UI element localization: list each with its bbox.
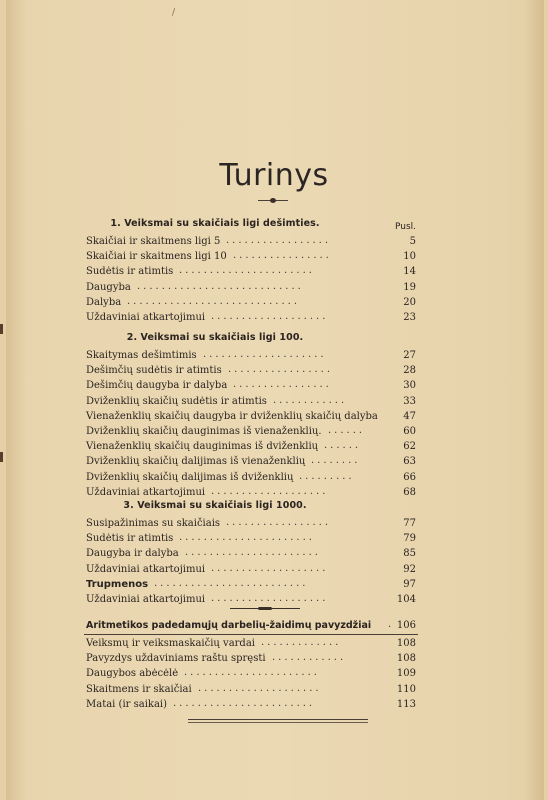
toc-entry-label: Skaičiai ir skaitmens ligi 5 bbox=[86, 236, 221, 247]
dot-leader: ................... bbox=[211, 311, 329, 322]
toc-entry-page: 113 bbox=[396, 698, 416, 710]
toc-entry-page: 47 bbox=[403, 410, 416, 422]
toc-entry-label: Susipažinimas su skaičiais bbox=[86, 518, 221, 529]
toc-entry-label: Matai (ir saikai) bbox=[86, 698, 168, 710]
toc-entry-label: Dviženklių skaičių dalijimas iš dviženklių bbox=[86, 471, 294, 483]
toc-entry-label: Veiksmų ir veiksmaskaičių vardai bbox=[86, 638, 255, 649]
toc-entry-label: Trupmenos bbox=[86, 578, 149, 590]
toc-entry-label: Dalyba bbox=[86, 296, 122, 308]
toc-entry-label: Daugyba bbox=[86, 281, 131, 293]
toc-entry bbox=[86, 350, 416, 365]
toc-entry-label: Dviženklių skaičių sudėtis ir atimtis bbox=[86, 395, 267, 407]
toc-entry bbox=[86, 548, 416, 563]
dot-leader: ............ bbox=[272, 652, 347, 664]
dot-leader: ........................... bbox=[137, 280, 304, 292]
toc-entry-page: 62 bbox=[403, 441, 416, 453]
toc-entry bbox=[86, 251, 416, 266]
toc-entry-page: 14 bbox=[403, 266, 416, 278]
dot-leader: ...................... bbox=[179, 265, 315, 277]
dot-leader: .................... bbox=[203, 349, 327, 360]
toc-entry-label: Uždaviniai atkartojimui bbox=[86, 486, 206, 498]
toc-entry-page: 33 bbox=[403, 395, 416, 407]
toc-entry-page: 66 bbox=[403, 471, 416, 483]
toc-entry bbox=[86, 365, 416, 380]
dot-leader: ...................... bbox=[184, 667, 320, 679]
toc-entry-page: 104 bbox=[396, 594, 416, 605]
dot-leader: ................. bbox=[226, 517, 332, 528]
binding-mark bbox=[0, 452, 3, 462]
toc-entry-label: Vienaženklių skaičių daugyba ir dviženklių skaičių dalyba bbox=[86, 410, 378, 422]
dot-leader: ................ bbox=[233, 379, 332, 391]
toc-entry-page: 63 bbox=[403, 456, 416, 468]
appendix-heading-label: Aritmetikos padedamųjų darbelių-žaidimų pavyzdžiai bbox=[86, 620, 372, 631]
toc-entry bbox=[86, 411, 416, 426]
toc-entry-label: Daugyba ir dalyba bbox=[86, 548, 179, 560]
title-ornament bbox=[258, 200, 288, 201]
toc-entry-page: 10 bbox=[403, 251, 416, 263]
toc-entry-label: Sudėtis ir atimtis bbox=[86, 266, 174, 278]
toc-entry-label: Daugybos abėcėlė bbox=[86, 668, 179, 680]
section-heading: 2. Veiksmai su skaičiais ligi 100. bbox=[126, 332, 304, 343]
toc-entry-label: Dviženklių skaičių dauginimas iš vienaženklių. bbox=[86, 426, 322, 437]
toc-entry-label: Skaičiai ir skaitmens ligi 10 bbox=[86, 251, 227, 263]
toc-entry bbox=[86, 533, 416, 548]
toc-entry bbox=[86, 518, 416, 533]
toc-entry-label: Vienaženklių skaičių dauginimas iš dviženklių bbox=[86, 441, 319, 453]
toc-entry bbox=[86, 699, 416, 714]
dot-leader: ...................... bbox=[179, 532, 315, 544]
toc-entry-page: 108 bbox=[396, 638, 416, 649]
toc-entry-page: 109 bbox=[396, 668, 416, 680]
dot-leader: ....................... bbox=[173, 697, 316, 709]
appendix-rule bbox=[84, 634, 418, 635]
dot-leader: ...... bbox=[328, 425, 366, 436]
toc-entry bbox=[86, 594, 416, 609]
dot-leader: ................... bbox=[211, 562, 329, 574]
toc-entry bbox=[86, 668, 416, 683]
dot-leader: ................... bbox=[211, 593, 329, 604]
toc-entry-page: 19 bbox=[403, 281, 416, 293]
toc-entry-label: Sudėtis ir atimtis bbox=[86, 533, 174, 545]
dot-leader: ................... bbox=[211, 485, 329, 497]
toc-entry-page: 27 bbox=[403, 350, 416, 361]
toc-entry bbox=[86, 312, 416, 327]
toc-entry bbox=[86, 638, 416, 653]
dot-leader: ............................ bbox=[127, 295, 301, 307]
toc-entry-label: Dešimčių daugyba ir dalyba bbox=[86, 380, 228, 392]
toc-entry-page: 5 bbox=[409, 236, 416, 247]
toc-entry-page: 60 bbox=[403, 426, 416, 437]
toc-entry-page: 77 bbox=[403, 518, 416, 529]
toc-entry-label: Dešimčių sudėtis ir atimtis bbox=[86, 365, 222, 377]
toc-entry-page: 68 bbox=[403, 486, 416, 498]
toc-entry bbox=[86, 236, 416, 251]
toc-entry bbox=[86, 653, 416, 668]
dot-leader: ............. bbox=[261, 637, 342, 648]
bottom-ornament bbox=[188, 719, 368, 720]
toc-entry-label: Skaitymas dešimtimis bbox=[86, 350, 197, 361]
toc-entry-page: 28 bbox=[403, 365, 416, 377]
toc-entry-page: 79 bbox=[403, 533, 416, 545]
appendix-heading-page: 106 bbox=[396, 620, 416, 631]
dot-leader: ...... bbox=[324, 440, 362, 452]
toc-entry bbox=[86, 579, 416, 594]
toc-entry bbox=[86, 396, 416, 411]
toc-entry bbox=[86, 472, 416, 487]
toc-entry-label: Dviženklių skaičių dalijimas iš vienaženklių bbox=[86, 456, 306, 468]
toc-entry bbox=[86, 282, 416, 297]
section-heading: 3. Veiksmai su skaičiais ligi 1000. bbox=[123, 500, 307, 511]
toc-entry-label: Uždaviniai atkartojimui bbox=[86, 312, 206, 323]
page-column-label: Pusl. bbox=[395, 222, 417, 232]
dot-leader: ................. bbox=[226, 235, 332, 246]
dot-leader: ................. bbox=[228, 364, 334, 376]
section-divider bbox=[230, 608, 300, 609]
toc-entry-page: 23 bbox=[403, 312, 416, 323]
dot-leader: .................... bbox=[198, 682, 322, 694]
toc-entry-page: 92 bbox=[403, 563, 416, 575]
dot-leader: ......................... bbox=[154, 577, 309, 589]
section-heading: 1. Veiksmai su skaičiais ligi dešimties. bbox=[110, 218, 320, 229]
dot-leader: ........ bbox=[311, 455, 361, 467]
toc-entry-label: Uždaviniai atkartojimui bbox=[86, 563, 206, 575]
toc-entry-label: Uždaviniai atkartojimui bbox=[86, 594, 206, 605]
toc-entry bbox=[86, 426, 416, 441]
page-title: Turinys bbox=[219, 158, 329, 193]
appendix-heading bbox=[86, 620, 416, 635]
toc-entry bbox=[86, 266, 416, 281]
dot-leader: ................ bbox=[233, 250, 332, 262]
toc-entry-label: Pavyzdys uždaviniams raštu spręsti bbox=[86, 653, 266, 665]
dot-leader: . bbox=[388, 619, 395, 630]
toc-entry bbox=[86, 564, 416, 579]
toc-entry bbox=[86, 297, 416, 312]
toc-entry-label: Skaitmens ir skaičiai bbox=[86, 683, 192, 695]
binding-mark bbox=[0, 324, 3, 334]
dot-leader: ...................... bbox=[185, 547, 321, 559]
pencil-tick-mark: / bbox=[172, 8, 176, 18]
toc-entry-page: 20 bbox=[403, 296, 416, 308]
toc-entry bbox=[86, 456, 416, 471]
dot-leader: ............ bbox=[273, 394, 348, 406]
toc-entry bbox=[86, 441, 416, 456]
toc-entry-page: 30 bbox=[403, 380, 416, 392]
dot-leader: ......... bbox=[299, 470, 355, 482]
toc-entry-page: 108 bbox=[396, 653, 416, 665]
toc-entry bbox=[86, 684, 416, 699]
toc-entry-page: 85 bbox=[403, 548, 416, 560]
toc-entry-page: 110 bbox=[396, 683, 416, 695]
toc-entry-page: 97 bbox=[403, 578, 416, 590]
toc-entry bbox=[86, 380, 416, 395]
